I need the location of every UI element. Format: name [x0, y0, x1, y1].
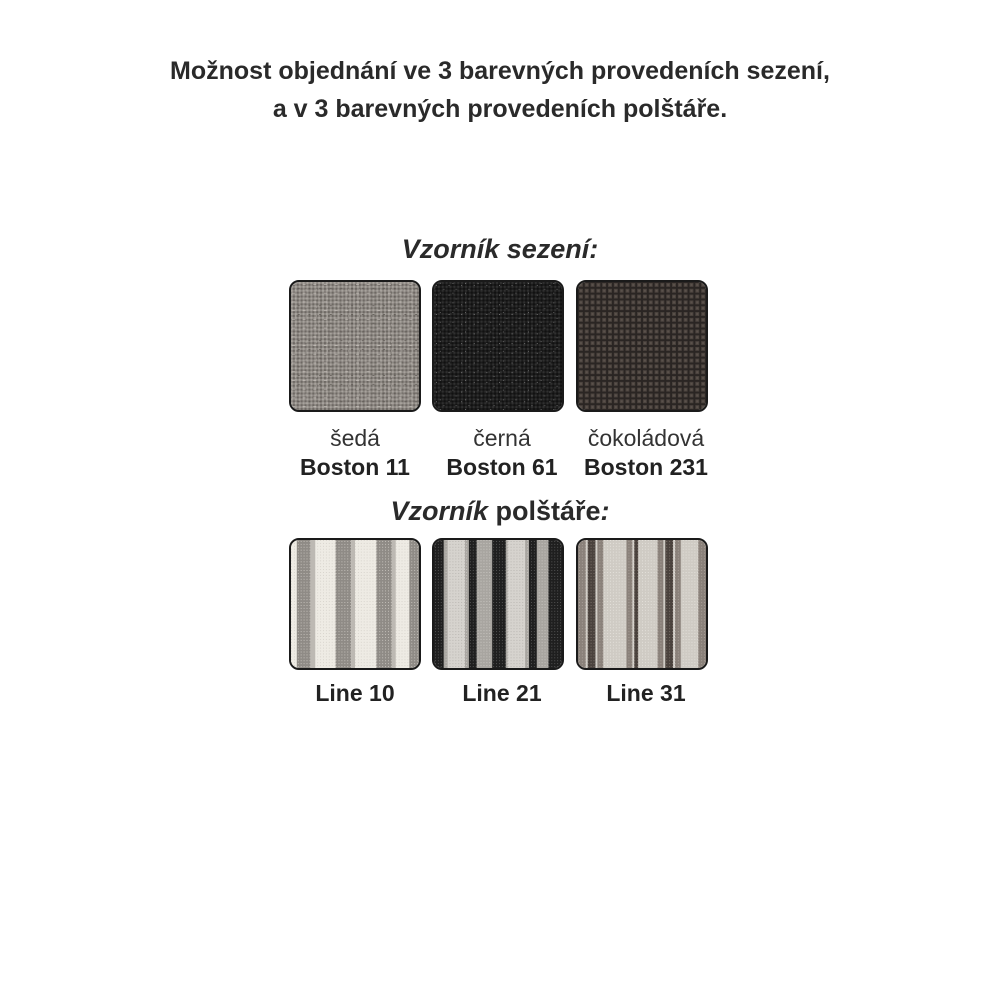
label-boston-61 [427, 424, 577, 482]
swatch-code: Boston 61 [446, 454, 558, 480]
label-line-10 [280, 678, 430, 708]
fabric-light-stripe-icon [291, 540, 419, 668]
fabric-brown-stripe-icon [578, 540, 706, 668]
fabric-black-tweed-icon [434, 282, 562, 410]
swatch-color-name: šedá [330, 425, 380, 451]
swatch-color-name: černá [473, 425, 531, 451]
label-boston-231 [571, 424, 721, 482]
seat-swatches-title-text: Vzorník sezení: [401, 234, 599, 264]
swatch-code: Line 10 [315, 680, 395, 706]
label-line-21 [427, 678, 577, 708]
pillow-title-italic: Vzorník [390, 496, 488, 526]
header-line-2: a v 3 barevných provedeních polštáře. [272, 95, 728, 123]
fabric-chocolate-weave-icon [578, 282, 706, 410]
fabric-grey-tweed-icon [291, 282, 419, 410]
swatch-code: Boston 11 [300, 454, 410, 480]
label-boston-11 [280, 424, 430, 482]
swatch-boston-61[interactable] [432, 280, 564, 412]
swatch-line-10[interactable] [289, 538, 421, 670]
label-line-31 [571, 678, 721, 708]
swatch-boston-11[interactable] [289, 280, 421, 412]
swatch-line-31[interactable] [576, 538, 708, 670]
pillow-title-regular: polštáře [487, 496, 601, 526]
fabric-dark-stripe-icon [434, 540, 562, 668]
header-line-1: Možnost objednání ve 3 barevných provedeních sezení, [170, 57, 830, 85]
swatch-boston-231[interactable] [576, 280, 708, 412]
swatch-code: Line 21 [462, 680, 542, 706]
swatch-color-name: čokoládová [587, 425, 705, 451]
seat-swatches-title [0, 234, 1000, 265]
swatch-line-21[interactable] [432, 538, 564, 670]
swatch-code: Line 31 [606, 680, 686, 706]
pillow-swatches-title [0, 496, 1000, 527]
swatch-code: Boston 231 [584, 454, 708, 480]
header [0, 52, 1000, 128]
pillow-title-colon: : [600, 496, 610, 526]
